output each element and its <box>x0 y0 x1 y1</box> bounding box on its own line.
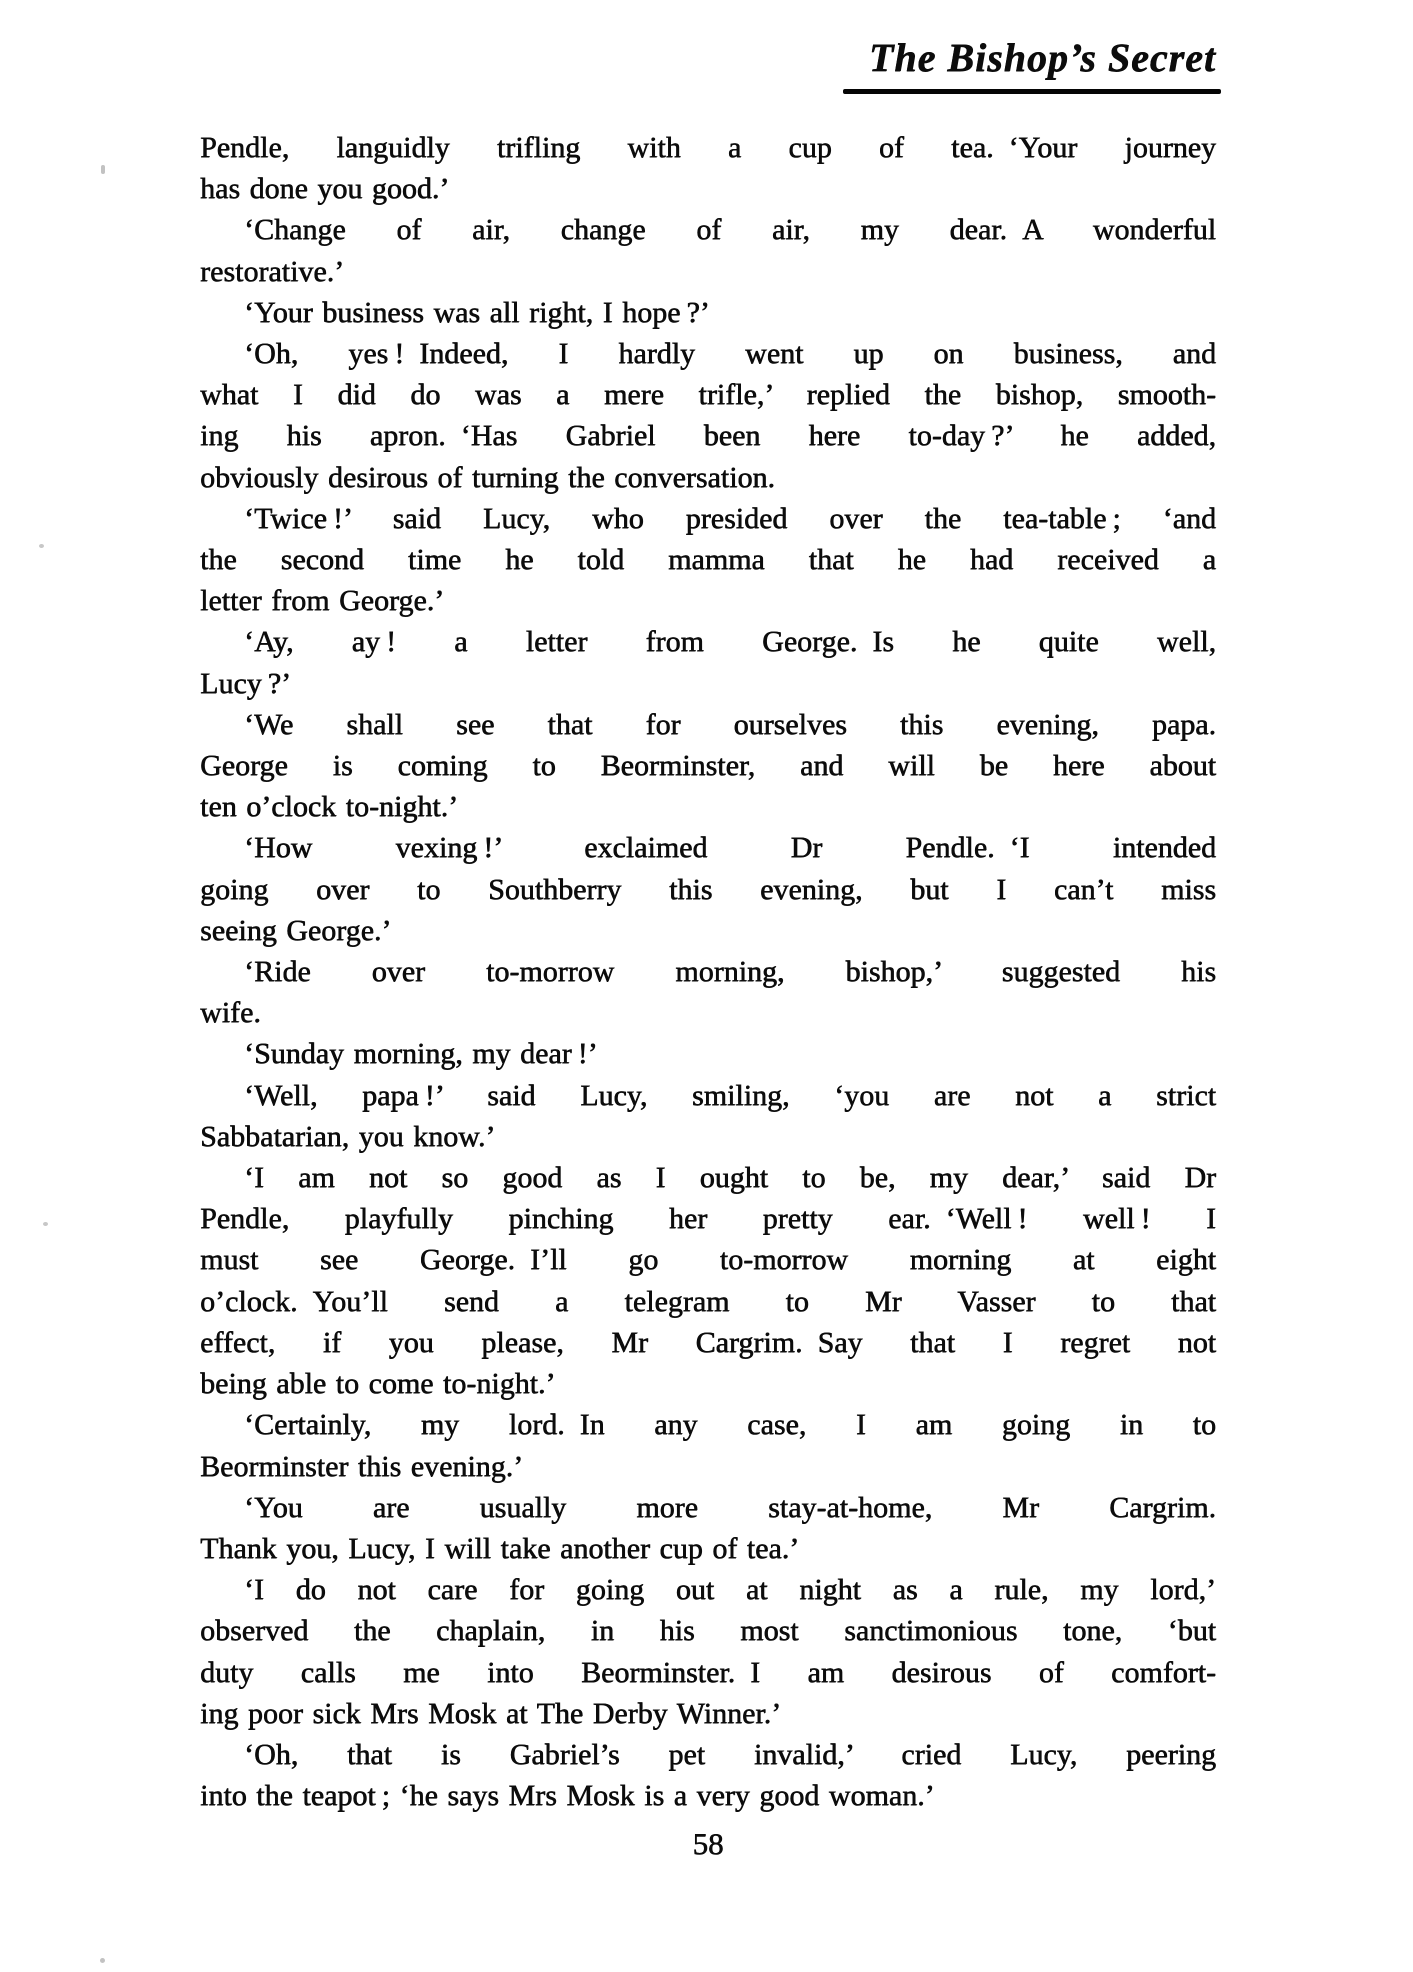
text-line: ‘Ride over to-morrow morning, bishop,’ suggested his <box>244 955 1216 989</box>
scan-speck <box>43 1222 48 1226</box>
text-line: o’clock. You’ll send a telegram to Mr Vasser to that <box>200 1284 1216 1318</box>
text-line: ‘Ay, ay ! a letter from George. Is he quite well, <box>244 625 1216 659</box>
text-line: duty calls me into Beorminster. I am desirous of comfort- <box>200 1655 1216 1689</box>
running-head: The Bishop’s Secret <box>868 35 1216 80</box>
text-line: effect, if you please, Mr Cargrim. Say that I regret not <box>200 1325 1216 1359</box>
text-line: ‘How vexing !’ exclaimed Dr Pendle. ‘I intended <box>244 831 1216 865</box>
text-line: ‘Change of air, change of air, my dear. A wonderful <box>244 213 1216 247</box>
text-line: ing poor sick Mrs Mosk at The Derby Winner.’ <box>200 1696 782 1730</box>
text-line: ‘Certainly, my lord. In any case, I am going in to <box>244 1408 1216 1442</box>
text-line: observed the chaplain, in his most sanctimonious tone, ‘but <box>200 1614 1216 1648</box>
scan-speck <box>100 1958 105 1963</box>
text-line: ‘Well, papa !’ said Lucy, smiling, ‘you are not a strict <box>244 1078 1216 1112</box>
text-line: what I did do was a mere trifle,’ replied the bishop, smooth- <box>200 378 1216 412</box>
scan-speck <box>101 165 105 174</box>
text-line: Lucy ?’ <box>200 666 291 700</box>
text-line: George is coming to Beorminster, and will be here about <box>200 749 1216 783</box>
header-rule <box>843 89 1221 94</box>
text-line: ‘You are usually more stay-at-home, Mr Cargrim. <box>244 1490 1216 1524</box>
text-line: ‘We shall see that for ourselves this evening, papa. <box>244 707 1216 741</box>
text-line: going over to Southberry this evening, but I can’t miss <box>200 872 1216 906</box>
text-line: restorative.’ <box>200 254 345 288</box>
text-line: obviously desirous of turning the conversation. <box>200 460 775 494</box>
text-line: ‘Oh, that is Gabriel’s pet invalid,’ cried Lucy, peering <box>244 1737 1216 1771</box>
text-line: into the teapot ; ‘he says Mrs Mosk is a very good woman.’ <box>200 1779 935 1813</box>
text-line: ‘I do not care for going out at night as a rule, my lord,’ <box>244 1573 1216 1607</box>
text-line: ‘Twice !’ said Lucy, who presided over the tea-table ; ‘and <box>244 501 1216 535</box>
text-line: ing his apron. ‘Has Gabriel been here to-day ?’ he added, <box>200 419 1216 453</box>
body-text <box>200 127 1216 1816</box>
text-line: seeing George.’ <box>200 913 392 947</box>
text-line: Pendle, playfully pinching her pretty ear. ‘Well ! well ! I <box>200 1202 1216 1236</box>
text-line: letter from George.’ <box>200 584 445 618</box>
text-line: ‘Your business was all right, I hope ?’ <box>244 295 710 329</box>
text-line: ‘Oh, yes ! Indeed, I hardly went up on business, and <box>244 337 1216 371</box>
text-line: Thank you, Lucy, I will take another cup of tea.’ <box>200 1531 800 1565</box>
text-line: ten o’clock to-night.’ <box>200 790 459 824</box>
text-line: being able to come to-night.’ <box>200 1367 556 1401</box>
text-line: must see George. I’ll go to-morrow morning at eight <box>200 1243 1216 1277</box>
text-line: the second time he told mamma that he had received a <box>200 543 1216 577</box>
text-line: Beorminster this evening.’ <box>200 1449 524 1483</box>
text-line: ‘Sunday morning, my dear !’ <box>244 1037 598 1071</box>
text-line: ‘I am not so good as I ought to be, my dear,’ said Dr <box>244 1161 1216 1195</box>
scan-speck <box>39 544 44 548</box>
text-line: Sabbatarian, you know.’ <box>200 1119 496 1153</box>
text-line: Pendle, languidly trifling with a cup of tea. ‘Your journey <box>200 131 1216 164</box>
page-number: 58 <box>692 1826 724 1861</box>
text-line: wife. <box>200 996 261 1030</box>
text-line: has done you good.’ <box>200 172 450 206</box>
